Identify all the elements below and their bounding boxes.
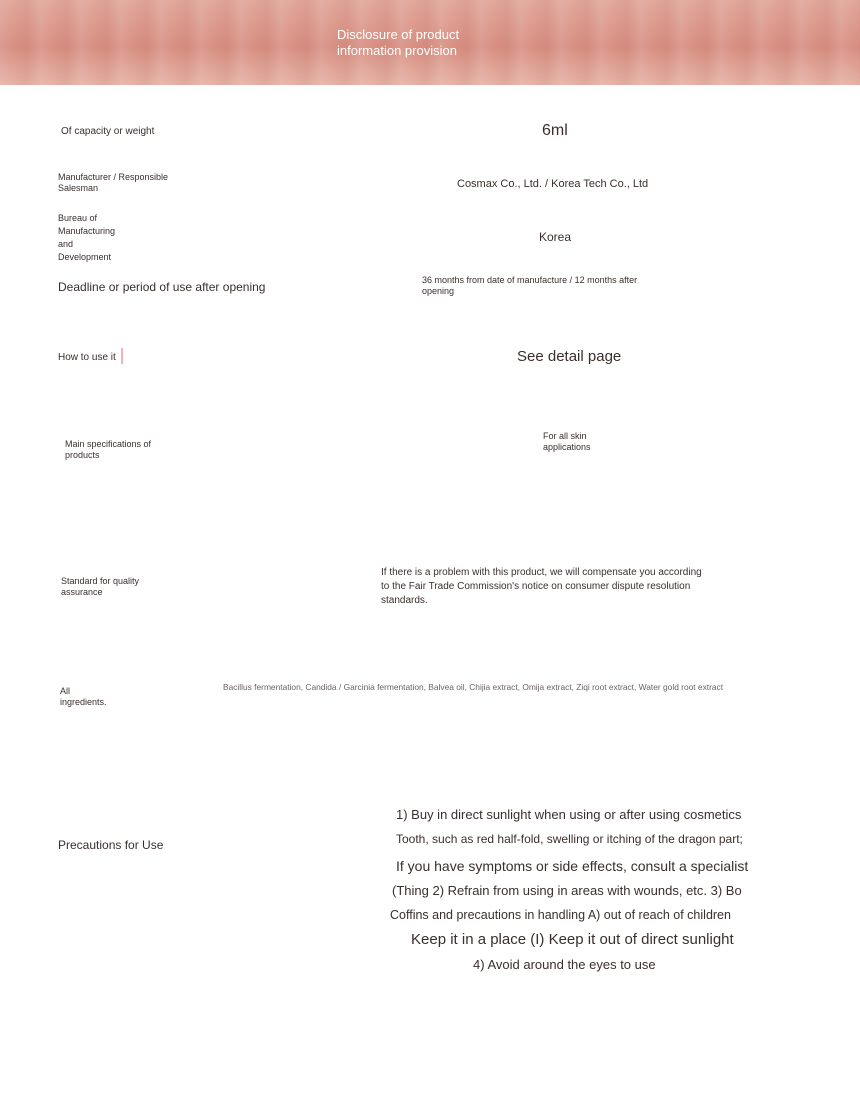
usage-value: See detail page	[517, 348, 622, 365]
quality-label-line-1: Standard for quality	[61, 576, 140, 586]
quality-value-line-2: to the Fair Trade Commission's notice on consumer dispute resolution	[381, 581, 691, 592]
ingredients-label-line-2: ingredients.	[60, 697, 107, 707]
manufacturer-label-line-1: Manufacturer / Responsible	[58, 172, 169, 182]
country-label	[58, 212, 115, 264]
country-label-line-3: and	[58, 239, 74, 249]
header-banner	[0, 0, 860, 85]
precaution-line: (Thing 2) Refrain from using in areas with wounds, etc. 3) Bo	[392, 883, 742, 898]
manufacturer-label-line-2: Salesman	[58, 183, 99, 193]
precaution-line: Keep it in a place (I) Keep it out of direct sunlight	[411, 931, 734, 948]
page-title-line-1: Disclosure of product	[337, 27, 460, 42]
ingredients-value: Bacillus fermentation, Candida / Garcinia fermentation, Balvea oil, Chijia extract, Omija extract, Ziqi root extract, Water gold root extract	[223, 682, 724, 692]
spec-label-line-2: products	[65, 450, 100, 460]
spec-label	[65, 439, 151, 461]
period-value-line-2: opening	[422, 286, 455, 296]
precaution-line: Tooth, such as red half-fold, swelling or itching of the dragon part;	[396, 832, 743, 846]
country-label-line-4: Development	[58, 252, 112, 262]
capacity-label: Of capacity or weight	[61, 126, 155, 137]
ingredients-label-line-1: All	[60, 686, 71, 696]
country-label-line-1: Bureau of	[58, 213, 98, 223]
country-value: Korea	[539, 230, 572, 244]
page-title-line-2: information provision	[337, 43, 457, 58]
period-label: Deadline or period of use after opening	[58, 280, 266, 294]
ingredients-label	[60, 686, 107, 708]
page-title	[337, 27, 537, 59]
precaution-line: 1) Buy in direct sunlight when using or after using cosmetics	[396, 807, 742, 822]
spec-value-line-2: applications	[543, 442, 591, 452]
manufacturer-value: Cosmax Co., Ltd. / Korea Tech Co., Ltd	[457, 178, 649, 190]
usage-label: How to use it	[58, 352, 116, 363]
country-label-line-2: Manufacturing	[58, 226, 116, 236]
quality-label	[61, 576, 139, 598]
precaution-line: Coffins and precautions in handling A) out of reach of children	[390, 908, 731, 922]
quality-value	[381, 566, 702, 608]
capacity-value: 6ml	[542, 122, 568, 139]
quality-value-line-3: standards.	[381, 595, 428, 606]
period-value	[422, 275, 637, 297]
quality-value-line-1: If there is a problem with this product, we will compensate you according	[381, 567, 702, 578]
spec-value	[543, 431, 591, 453]
manufacturer-label	[58, 172, 168, 194]
precaution-line: 4) Avoid around the eyes to use	[473, 957, 656, 972]
spec-label-line-1: Main specifications of	[65, 439, 152, 449]
accent-mark	[121, 348, 123, 364]
period-value-line-1: 36 months from date of manufacture / 12 months after	[422, 275, 638, 285]
spec-value-line-1: For all skin	[543, 431, 587, 441]
quality-label-line-2: assurance	[61, 587, 103, 597]
precautions-label: Precautions for Use	[58, 838, 164, 852]
precaution-line: If you have symptoms or side effects, consult a specialist	[396, 858, 749, 874]
